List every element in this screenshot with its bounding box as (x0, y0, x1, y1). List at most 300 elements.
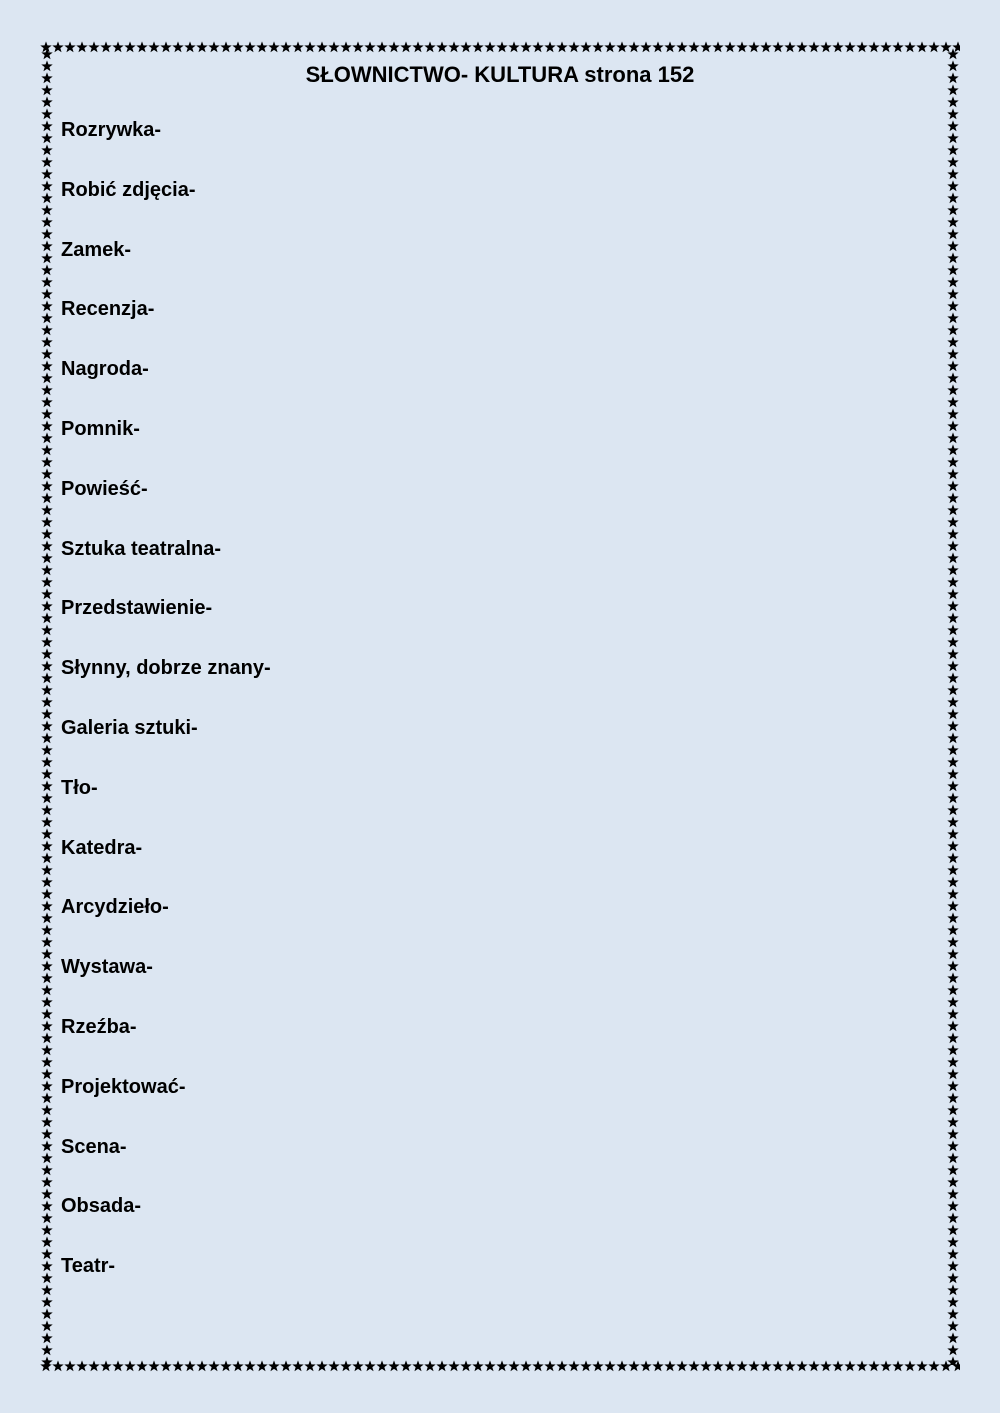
star-icon (448, 1360, 460, 1372)
star-icon (41, 1236, 53, 1248)
star-icon (947, 876, 959, 888)
star-icon (947, 636, 959, 648)
star-icon (41, 1044, 53, 1056)
star-icon (41, 252, 53, 264)
star-icon (76, 1360, 88, 1372)
star-icon (388, 1360, 400, 1372)
star-icon (41, 1272, 53, 1284)
star-icon (41, 840, 53, 852)
star-icon (41, 924, 53, 936)
star-icon (947, 1008, 959, 1020)
star-icon (947, 396, 959, 408)
star-icon (928, 41, 940, 53)
star-icon (760, 41, 772, 53)
star-icon (41, 1164, 53, 1176)
star-icon (41, 396, 53, 408)
star-icon (700, 1360, 712, 1372)
star-icon (748, 41, 760, 53)
star-icon (592, 1360, 604, 1372)
star-icon (947, 672, 959, 684)
star-icon (947, 768, 959, 780)
star-icon (41, 648, 53, 660)
star-icon (947, 732, 959, 744)
star-icon (41, 660, 53, 672)
star-icon (41, 288, 53, 300)
star-icon (41, 696, 53, 708)
star-icon (772, 1360, 784, 1372)
star-icon (947, 540, 959, 552)
star-icon (41, 708, 53, 720)
star-icon (400, 41, 412, 53)
star-icon (41, 1296, 53, 1308)
star-icon (947, 984, 959, 996)
star-icon (41, 876, 53, 888)
star-icon (520, 1360, 532, 1372)
star-icon (328, 1360, 340, 1372)
star-icon (41, 408, 53, 420)
star-icon (41, 888, 53, 900)
star-icon (604, 41, 616, 53)
star-icon (41, 960, 53, 972)
star-icon (676, 41, 688, 53)
star-icon (41, 168, 53, 180)
star-icon (628, 1360, 640, 1372)
star-icon (640, 41, 652, 53)
star-icon (640, 1360, 652, 1372)
vocabulary-item: Obsada- (61, 1195, 142, 1218)
star-icon (41, 336, 53, 348)
star-icon (652, 41, 664, 53)
star-icon (41, 780, 53, 792)
star-icon (316, 41, 328, 53)
star-icon (947, 912, 959, 924)
star-icon (947, 1320, 959, 1332)
star-icon (947, 1020, 959, 1032)
star-icon (41, 900, 53, 912)
star-icon (124, 1360, 136, 1372)
star-icon (947, 1140, 959, 1152)
star-icon (41, 828, 53, 840)
star-icon (947, 48, 959, 60)
star-icon (41, 120, 53, 132)
star-icon (947, 648, 959, 660)
star-icon (268, 1360, 280, 1372)
star-icon (172, 1360, 184, 1372)
star-icon (947, 1128, 959, 1140)
star-icon (316, 1360, 328, 1372)
star-icon (41, 1260, 53, 1272)
star-icon (947, 1188, 959, 1200)
star-icon (64, 1360, 76, 1372)
star-icon (160, 41, 172, 53)
star-icon (460, 1360, 472, 1372)
star-icon (41, 1284, 53, 1296)
star-icon (808, 1360, 820, 1372)
star-icon (220, 1360, 232, 1372)
star-icon (544, 1360, 556, 1372)
star-icon (947, 1176, 959, 1188)
star-icon (892, 41, 904, 53)
star-icon (484, 1360, 496, 1372)
vocabulary-item: Katedra- (61, 836, 143, 859)
star-icon (947, 780, 959, 792)
star-icon (484, 41, 496, 53)
vocabulary-item: Teatr- (61, 1255, 116, 1278)
star-icon (947, 204, 959, 216)
star-icon (868, 1360, 880, 1372)
star-icon (947, 120, 959, 132)
star-border-top (40, 40, 960, 54)
star-icon (41, 456, 53, 468)
star-icon (136, 1360, 148, 1372)
star-icon (947, 492, 959, 504)
star-icon (947, 384, 959, 396)
star-icon (424, 41, 436, 53)
star-icon (460, 41, 472, 53)
vocabulary-item: Rozrywka- (61, 119, 162, 141)
star-icon (304, 1360, 316, 1372)
star-icon (556, 1360, 568, 1372)
star-icon (947, 528, 959, 540)
star-icon (412, 41, 424, 53)
star-icon (41, 732, 53, 744)
star-icon (712, 1360, 724, 1372)
star-icon (844, 1360, 856, 1372)
star-icon (947, 792, 959, 804)
star-icon (41, 636, 53, 648)
star-icon (947, 1248, 959, 1260)
vocabulary-item: Przedstawienie- (61, 597, 213, 620)
vocabulary-item: Pomnik- (61, 417, 140, 440)
star-border-right (946, 48, 960, 1365)
star-icon (947, 1032, 959, 1044)
star-icon (947, 1260, 959, 1272)
star-icon (41, 240, 53, 252)
star-icon (256, 41, 268, 53)
star-icon (41, 264, 53, 276)
star-icon (856, 41, 868, 53)
star-icon (41, 312, 53, 324)
star-icon (664, 1360, 676, 1372)
star-icon (947, 624, 959, 636)
star-icon (41, 216, 53, 228)
star-icon (41, 804, 53, 816)
star-icon (41, 1128, 53, 1140)
vocabulary-item: Robić zdjęcia- (61, 178, 196, 201)
star-icon (736, 1360, 748, 1372)
star-icon (676, 1360, 688, 1372)
star-icon (76, 41, 88, 53)
star-icon (41, 528, 53, 540)
star-icon (88, 41, 100, 53)
star-icon (904, 41, 916, 53)
star-icon (196, 41, 208, 53)
star-icon (947, 216, 959, 228)
star-icon (796, 41, 808, 53)
star-icon (352, 1360, 364, 1372)
star-icon (947, 336, 959, 348)
star-icon (41, 348, 53, 360)
star-icon (947, 504, 959, 516)
vocabulary-item: Wystawa- (61, 956, 153, 979)
star-icon (947, 108, 959, 120)
vocabulary-item: Zamek- (61, 238, 132, 261)
vocabulary-item: Arcydzieło- (61, 896, 169, 919)
star-icon (947, 324, 959, 336)
star-icon (700, 41, 712, 53)
star-icon (41, 516, 53, 528)
star-icon (496, 1360, 508, 1372)
star-icon (772, 41, 784, 53)
star-icon (41, 540, 53, 552)
star-icon (268, 41, 280, 53)
star-icon (220, 41, 232, 53)
star-icon (784, 41, 796, 53)
star-icon (148, 41, 160, 53)
star-icon (947, 564, 959, 576)
star-icon (947, 192, 959, 204)
star-icon (616, 1360, 628, 1372)
star-icon (947, 948, 959, 960)
star-icon (472, 1360, 484, 1372)
star-icon (820, 41, 832, 53)
star-icon (947, 252, 959, 264)
star-icon (604, 1360, 616, 1372)
star-icon (856, 1360, 868, 1372)
star-icon (41, 972, 53, 984)
vocabulary-item: Tło- (61, 776, 98, 799)
star-icon (41, 372, 53, 384)
star-icon (947, 372, 959, 384)
star-icon (947, 276, 959, 288)
star-icon (580, 41, 592, 53)
star-icon (652, 1360, 664, 1372)
star-icon (41, 1140, 53, 1152)
star-icon (947, 468, 959, 480)
star-icon (947, 1044, 959, 1056)
star-icon (947, 1056, 959, 1068)
star-icon (41, 480, 53, 492)
star-icon (508, 41, 520, 53)
star-icon (41, 588, 53, 600)
star-icon (41, 1344, 53, 1356)
star-icon (760, 1360, 772, 1372)
star-icon (880, 1360, 892, 1372)
star-icon (688, 41, 700, 53)
star-icon (472, 41, 484, 53)
star-icon (808, 41, 820, 53)
star-icon (947, 696, 959, 708)
vocabulary-item: Galeria sztuki- (61, 716, 198, 739)
star-icon (41, 936, 53, 948)
vocabulary-list (61, 116, 271, 1312)
star-icon (41, 1152, 53, 1164)
star-icon (724, 41, 736, 53)
star-icon (520, 41, 532, 53)
star-icon (947, 612, 959, 624)
star-icon (947, 516, 959, 528)
vocabulary-item: Projektować- (61, 1075, 186, 1098)
star-icon (947, 288, 959, 300)
star-icon (364, 41, 376, 53)
star-icon (748, 1360, 760, 1372)
star-icon (712, 41, 724, 53)
star-icon (41, 672, 53, 684)
star-icon (232, 1360, 244, 1372)
star-icon (41, 564, 53, 576)
star-icon (736, 41, 748, 53)
star-icon (947, 1224, 959, 1236)
star-icon (947, 852, 959, 864)
star-icon (160, 1360, 172, 1372)
star-icon (148, 1360, 160, 1372)
star-icon (947, 1092, 959, 1104)
star-icon (41, 600, 53, 612)
vocabulary-item: Scena- (61, 1135, 127, 1158)
star-icon (41, 816, 53, 828)
star-icon (52, 1360, 64, 1372)
star-icon (947, 600, 959, 612)
star-icon (947, 96, 959, 108)
star-icon (940, 1360, 952, 1372)
star-icon (41, 1056, 53, 1068)
star-icon (208, 41, 220, 53)
star-icon (947, 864, 959, 876)
star-icon (947, 132, 959, 144)
star-icon (40, 1360, 52, 1372)
star-icon (41, 144, 53, 156)
star-icon (947, 1236, 959, 1248)
star-icon (41, 276, 53, 288)
star-icon (364, 1360, 376, 1372)
star-icon (41, 228, 53, 240)
star-icon (947, 744, 959, 756)
star-icon (41, 432, 53, 444)
star-icon (41, 1224, 53, 1236)
star-icon (41, 996, 53, 1008)
star-icon (947, 480, 959, 492)
star-icon (947, 456, 959, 468)
star-icon (952, 1360, 960, 1372)
star-icon (947, 996, 959, 1008)
vocabulary-item: Nagroda- (61, 358, 149, 381)
star-icon (41, 576, 53, 588)
star-icon (832, 41, 844, 53)
star-icon (820, 1360, 832, 1372)
star-icon (832, 1360, 844, 1372)
vocabulary-item: Słynny, dobrze znany- (61, 657, 271, 680)
star-icon (244, 41, 256, 53)
star-icon (100, 41, 112, 53)
star-icon (436, 41, 448, 53)
star-icon (448, 41, 460, 53)
star-icon (947, 180, 959, 192)
star-icon (947, 1200, 959, 1212)
star-icon (947, 660, 959, 672)
star-icon (947, 960, 959, 972)
star-icon (41, 720, 53, 732)
star-icon (41, 1008, 53, 1020)
star-icon (947, 1068, 959, 1080)
star-icon (947, 936, 959, 948)
star-icon (947, 300, 959, 312)
star-icon (41, 492, 53, 504)
star-icon (784, 1360, 796, 1372)
star-icon (947, 840, 959, 852)
star-icon (41, 192, 53, 204)
star-icon (41, 1332, 53, 1344)
star-icon (41, 1188, 53, 1200)
star-icon (947, 816, 959, 828)
star-icon (880, 41, 892, 53)
star-icon (41, 984, 53, 996)
star-icon (41, 912, 53, 924)
star-icon (136, 41, 148, 53)
star-icon (947, 1344, 959, 1356)
star-icon (947, 420, 959, 432)
star-icon (196, 1360, 208, 1372)
star-icon (100, 1360, 112, 1372)
star-icon (41, 360, 53, 372)
star-icon (304, 41, 316, 53)
star-icon (88, 1360, 100, 1372)
star-icon (388, 41, 400, 53)
star-icon (947, 408, 959, 420)
star-icon (947, 1152, 959, 1164)
page-title: SŁOWNICTWO- KULTURA strona 152 (305, 62, 695, 87)
star-icon (947, 1332, 959, 1344)
star-icon (41, 1320, 53, 1332)
star-icon (41, 1080, 53, 1092)
star-icon (496, 41, 508, 53)
star-icon (292, 1360, 304, 1372)
star-icon (592, 41, 604, 53)
star-icon (41, 768, 53, 780)
star-icon (41, 552, 53, 564)
star-icon (41, 48, 53, 60)
star-icon (947, 228, 959, 240)
star-icon (947, 576, 959, 588)
star-icon (41, 864, 53, 876)
star-icon (280, 1360, 292, 1372)
star-icon (568, 41, 580, 53)
star-icon (688, 1360, 700, 1372)
star-icon (947, 684, 959, 696)
star-icon (532, 1360, 544, 1372)
star-icon (41, 1092, 53, 1104)
star-icon (376, 1360, 388, 1372)
star-icon (41, 108, 53, 120)
star-icon (376, 41, 388, 53)
star-icon (41, 1200, 53, 1212)
star-icon (947, 144, 959, 156)
star-icon (568, 1360, 580, 1372)
star-icon (947, 1308, 959, 1320)
star-icon (41, 1212, 53, 1224)
star-icon (947, 1284, 959, 1296)
star-icon (184, 41, 196, 53)
star-icon (947, 432, 959, 444)
star-icon (41, 612, 53, 624)
star-icon (412, 1360, 424, 1372)
star-icon (508, 1360, 520, 1372)
star-icon (41, 948, 53, 960)
star-icon (41, 1020, 53, 1032)
star-icon (616, 41, 628, 53)
star-icon (947, 924, 959, 936)
star-icon (580, 1360, 592, 1372)
star-icon (556, 41, 568, 53)
